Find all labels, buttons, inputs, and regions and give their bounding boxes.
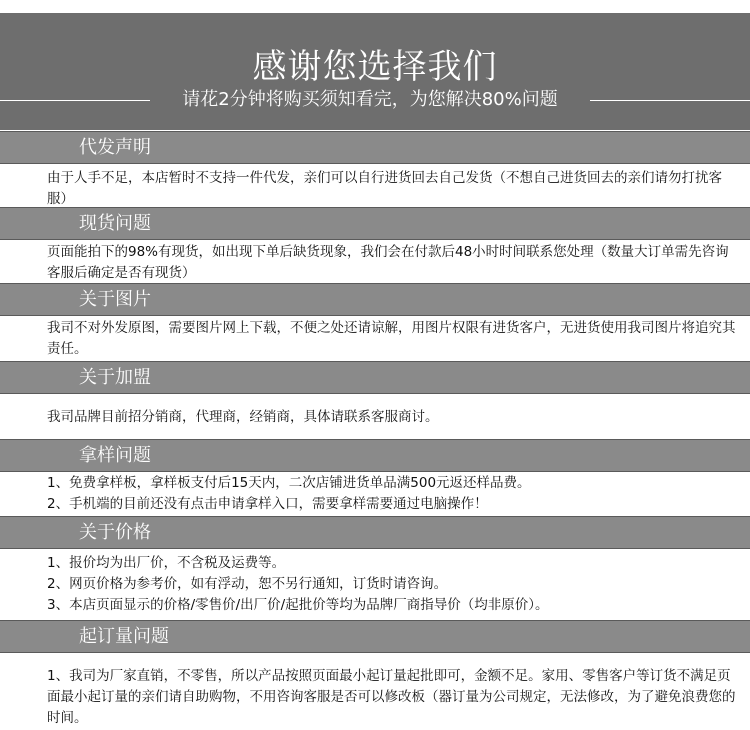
section-title: 起订量问题 — [79, 626, 169, 647]
page-title: 感谢您选择我们 — [252, 47, 498, 87]
section-title: 关于价格 — [79, 522, 151, 543]
section-header-images — [0, 283, 750, 316]
section-text: 2、网页价格为参考价，如有浮动，恕不另行通知，订货时请咨询。 — [47, 576, 448, 592]
header-banner — [0, 13, 750, 130]
section-text: 由于人手不足，本店暂时不支持一件代发，亲们可以自行进货回去自己发货（不想自己进货回去的亲们请勿打扰客服） — [47, 170, 722, 207]
section-body-dropship — [47, 168, 737, 210]
section-title: 现货问题 — [79, 213, 151, 234]
section-text: 2、手机端的目前还没有点击申请拿样入口，需要拿样需要通过电脑操作！ — [47, 496, 488, 512]
page-subtitle: 请花2分钟将购买须知看完，为您解决80%问题 — [182, 89, 558, 110]
subtitle-divider-left — [0, 100, 150, 101]
section-text: 1、报价均为出厂价，不含税及运费等。 — [47, 555, 286, 571]
section-header-franchise — [0, 361, 750, 394]
section-header-pricing — [0, 516, 750, 549]
section-header-stock — [0, 207, 750, 240]
section-body-franchise — [47, 407, 737, 428]
section-text: 3、本店页面显示的价格/零售价/出厂价/起批价等均为品牌厂商指导价（均非原价）。 — [47, 597, 549, 613]
subtitle-divider-right — [590, 100, 750, 101]
section-body-moq — [47, 666, 737, 729]
section-text: 页面能拍下的98%有现货，如出现下单后缺货现象，我们会在付款后48小时时间联系您处理（数量大订单需先咨询客服后确定是否有现货） — [47, 244, 729, 281]
section-body-pricing — [47, 553, 737, 616]
section-body-samples — [47, 473, 737, 515]
section-text: 我司品牌目前招分销商，代理商，经销商，具体请联系客服商讨。 — [47, 409, 439, 425]
section-text: 我司不对外发原图，需要图片网上下载，不便之处还请谅解，用图片权限有进货客户，无进货使用我司图片将追究其责任。 — [47, 320, 736, 357]
section-text: 1、免费拿样板，拿样板支付后15天内，二次店铺进货单品满500元返还样品费。 — [47, 475, 531, 491]
section-title: 拿样问题 — [79, 445, 151, 466]
section-body-stock — [47, 242, 737, 284]
section-title: 代发声明 — [79, 137, 151, 158]
section-title: 关于加盟 — [79, 367, 151, 388]
section-text: 1、我司为厂家直销，不零售，所以产品按照页面最小起订量起批即可，金额不足。家用、零售客户等订货不满足页面最小起订量的亲们请自助购物，不用咨询客服是否可以修改板（器订量为公司规定，无法修改，为了避免浪费您的时间。 — [47, 668, 736, 726]
section-header-moq — [0, 620, 750, 653]
section-header-samples — [0, 439, 750, 472]
subtitle-row — [0, 87, 750, 113]
section-body-images — [47, 318, 737, 360]
section-title: 关于图片 — [79, 289, 151, 310]
section-header-dropship — [0, 131, 750, 164]
